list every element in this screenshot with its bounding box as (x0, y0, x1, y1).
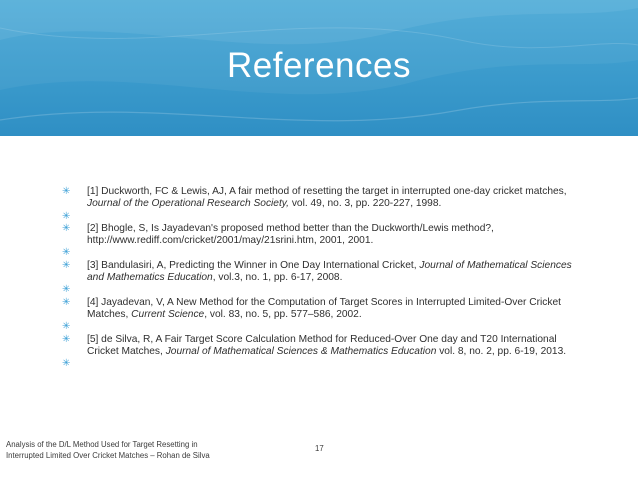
reference-source-title: Journal of the Operational Research Society, (87, 198, 289, 210)
reference-item (62, 186, 582, 211)
bullet-icon: ✳ (62, 321, 71, 333)
reference-item (62, 223, 582, 248)
reference-text: [3] Bandulasiri, A, Predicting the Winner in One Day International Cricket, (87, 259, 420, 271)
footer-caption (6, 439, 266, 461)
page-number: 17 (315, 444, 324, 453)
reference-text: [1] Duckworth, FC & Lewis, AJ, A fair method of resetting the target in interrupted one-day cricket matches, (87, 186, 567, 197)
bullet-icon: ✳ (62, 333, 71, 345)
bullet-icon: ✳ (62, 296, 71, 308)
reference-list (62, 186, 582, 370)
empty-bullet-item (62, 284, 582, 296)
page-title: References (227, 46, 411, 85)
empty-bullet-item (62, 247, 582, 259)
bullet-icon: ✳ (62, 358, 71, 370)
bullet-icon: ✳ (62, 259, 71, 271)
bullet-icon: ✳ (62, 222, 71, 234)
reference-source-title: Journal of Mathematical Sciences and Mathematics Education (87, 259, 572, 284)
footer-caption-line-2: Interrupted Limited Over Cricket Matches – Rohan de Silva (6, 451, 210, 460)
reference-text: , vol. 83, no. 5, pp. 577–586, 2002. (204, 308, 362, 320)
reference-text: [5] de Silva, R, A Fair Target Score Calculation Method for Reduced-Over One day and T20 International Cricket Matches, (87, 333, 557, 357)
title-banner (0, 0, 638, 136)
empty-bullet-item (62, 211, 582, 223)
reference-item (62, 297, 582, 322)
reference-text: vol. 8, no. 2, pp. 6-19, 2013. (436, 345, 567, 357)
bullet-icon: ✳ (62, 186, 71, 197)
reference-item (62, 334, 582, 359)
reference-source-title: Current Science (131, 308, 205, 320)
reference-item (62, 260, 582, 285)
empty-bullet-item (62, 358, 582, 370)
footer-caption-line-1: Analysis of the D/L Method Used for Target Resetting in (6, 440, 198, 449)
reference-text: [4] Jayadevan, V, A New Method for the Computation of Target Scores in Interrupted Limited-Over Cricket Matches, (87, 296, 561, 320)
reference-source-title: Journal of Mathematical Sciences & Mathematics Education (165, 345, 437, 357)
empty-bullet-item (62, 321, 582, 333)
bullet-icon: ✳ (62, 210, 71, 222)
bullet-icon: ✳ (62, 284, 71, 296)
reference-text: [2] Bhogle, S, Is Jayadevan's proposed method better than the Duckworth/Lewis method?, http://www.rediff.com/cricket/2001/may/21srini.htm, 2001, 2001. (87, 222, 494, 247)
bullet-icon: ✳ (62, 247, 71, 259)
reference-text: , vol.3, no. 1, pp. 6-17, 2008. (212, 272, 343, 284)
reference-text: vol. 49, no. 3, pp. 220-227, 1998. (288, 198, 442, 210)
